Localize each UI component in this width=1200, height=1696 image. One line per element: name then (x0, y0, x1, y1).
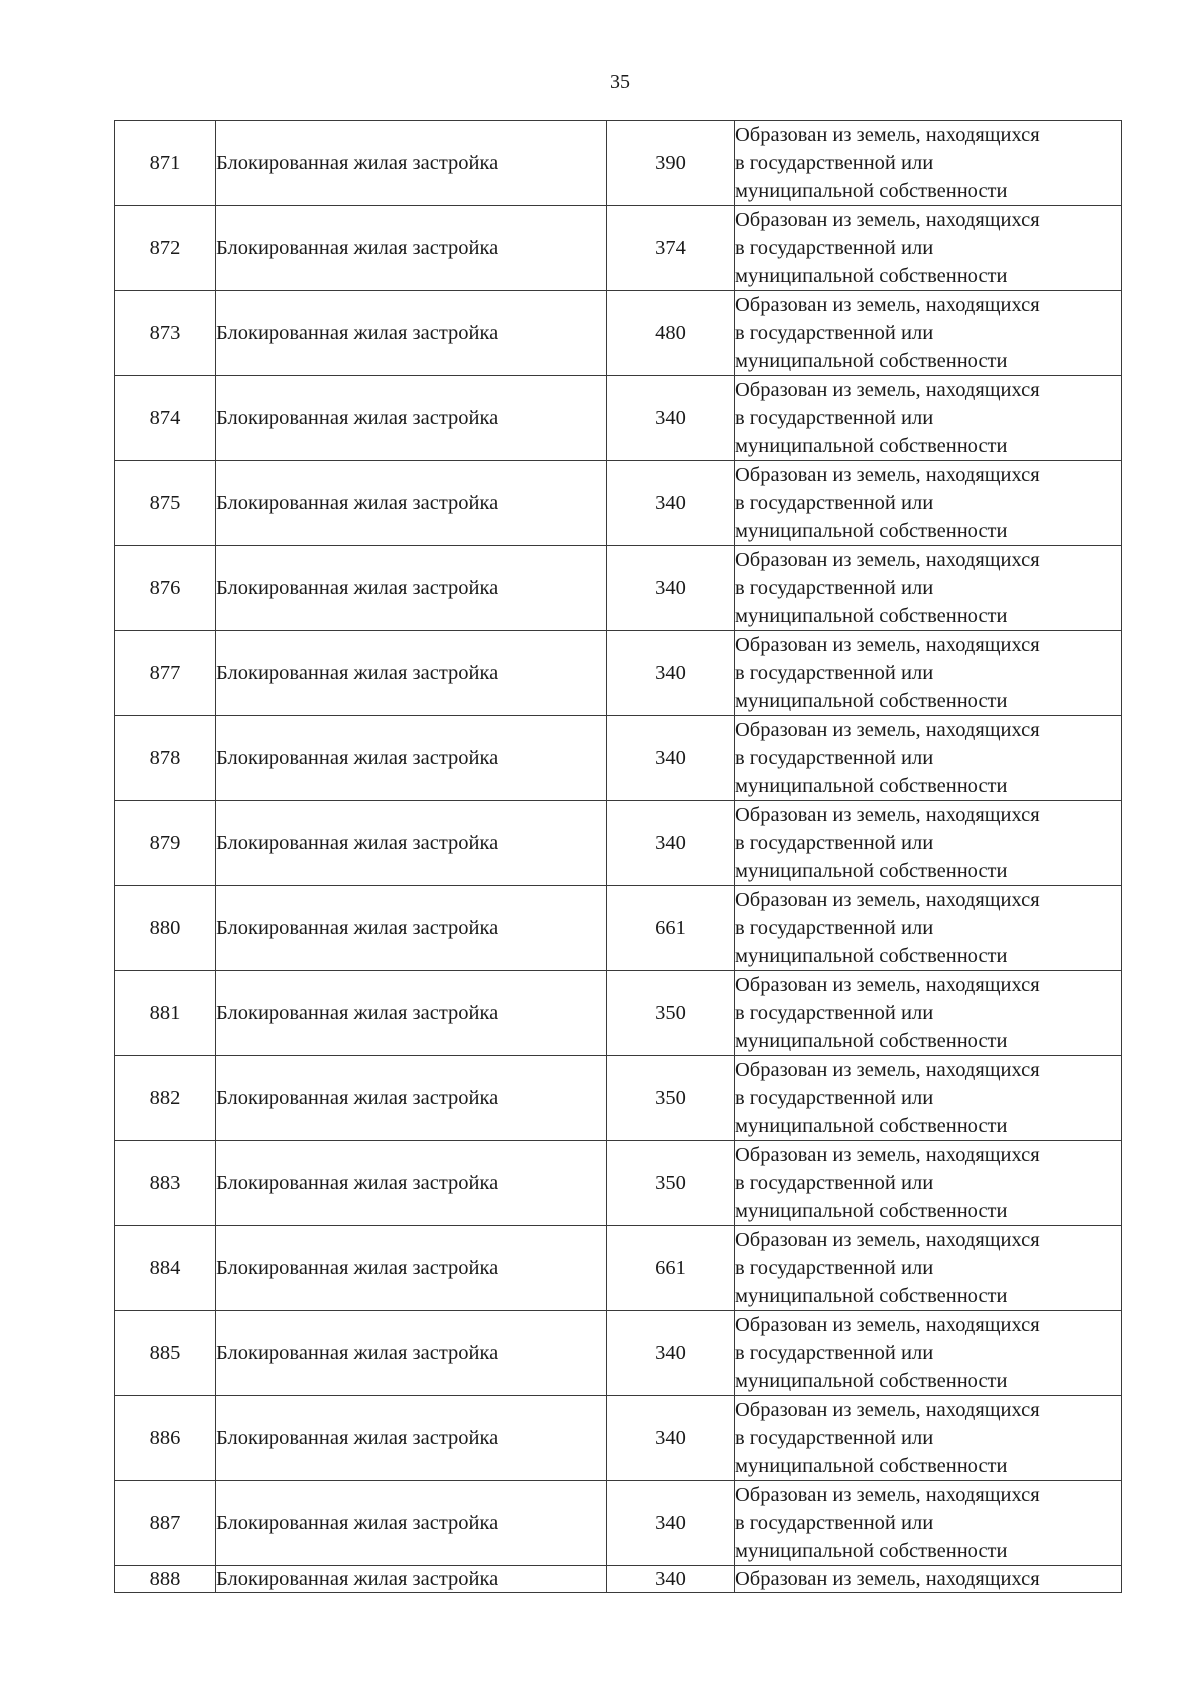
formation-note-cell (735, 461, 1122, 546)
formation-note-line: в государственной или (735, 832, 934, 854)
permitted-use-cell: Блокированная жилая застройка (216, 546, 607, 631)
formation-note-line: муниципальной собственности (735, 350, 1008, 372)
formation-note-cell (735, 716, 1122, 801)
plot-number-cell: 877 (115, 631, 216, 716)
formation-note-line: муниципальной собственности (735, 690, 1008, 712)
formation-note-cell (735, 886, 1122, 971)
formation-note-line: в государственной или (735, 917, 934, 939)
plot-number-cell: 876 (115, 546, 216, 631)
formation-note-line: муниципальной собственности (735, 1115, 1008, 1137)
table-row (115, 631, 1122, 716)
plot-number-cell: 883 (115, 1141, 216, 1226)
table-row (115, 1566, 1122, 1593)
formation-note-cell (735, 631, 1122, 716)
area-cell: 340 (607, 1481, 735, 1566)
table-row (115, 971, 1122, 1056)
formation-note-line: Образован из земель, находящихся (735, 1229, 1040, 1251)
area-cell: 340 (607, 1396, 735, 1481)
formation-note-line: муниципальной собственности (735, 435, 1008, 457)
table-row (115, 206, 1122, 291)
formation-note-cell (735, 1056, 1122, 1141)
table-row (115, 1056, 1122, 1141)
formation-note-line: муниципальной собственности (735, 1455, 1008, 1477)
formation-note-cell (735, 1481, 1122, 1566)
formation-note-line: муниципальной собственности (735, 1285, 1008, 1307)
permitted-use-cell: Блокированная жилая застройка (216, 1311, 607, 1396)
table-body (115, 121, 1122, 1593)
formation-note-line: Образован из земель, находящихся (735, 464, 1040, 486)
formation-note-line: Образован из земель, находящихся (735, 549, 1040, 571)
area-cell: 374 (607, 206, 735, 291)
formation-note-line: в государственной или (735, 1002, 934, 1024)
formation-note-line: муниципальной собственности (735, 860, 1008, 882)
permitted-use-cell: Блокированная жилая застройка (216, 206, 607, 291)
table-row (115, 716, 1122, 801)
formation-note-line: муниципальной собственности (735, 605, 1008, 627)
formation-note-line: Образован из земель, находящихся (735, 1059, 1040, 1081)
area-cell: 340 (607, 631, 735, 716)
formation-note-line: муниципальной собственности (735, 945, 1008, 967)
table-row (115, 1226, 1122, 1311)
formation-note-line: муниципальной собственности (735, 265, 1008, 287)
formation-note-cell (735, 291, 1122, 376)
area-cell: 350 (607, 1056, 735, 1141)
table-row (115, 1396, 1122, 1481)
formation-note-line: в государственной или (735, 1342, 934, 1364)
formation-note-line: в государственной или (735, 407, 934, 429)
formation-note-line: Образован из земель, находящихся (735, 719, 1040, 741)
plot-number-cell: 871 (115, 121, 216, 206)
table-row (115, 1481, 1122, 1566)
permitted-use-cell: Блокированная жилая застройка (216, 461, 607, 546)
formation-note-line: в государственной или (735, 1427, 934, 1449)
formation-note-line: муниципальной собственности (735, 180, 1008, 202)
formation-note-line: Образован из земель, находящихся (735, 1484, 1040, 1506)
formation-note-line: Образован из земель, находящихся (735, 294, 1040, 316)
area-cell: 340 (607, 1566, 735, 1593)
plot-number-cell: 879 (115, 801, 216, 886)
formation-note-line: в государственной или (735, 1257, 934, 1279)
permitted-use-cell: Блокированная жилая застройка (216, 631, 607, 716)
formation-note-line: Образован из земель, находящихся (735, 1399, 1040, 1421)
permitted-use-cell: Блокированная жилая застройка (216, 1226, 607, 1311)
formation-note-cell (735, 1566, 1122, 1593)
permitted-use-cell: Блокированная жилая застройка (216, 886, 607, 971)
formation-note-line: муниципальной собственности (735, 1370, 1008, 1392)
formation-note-line: в государственной или (735, 1512, 934, 1534)
area-cell: 340 (607, 546, 735, 631)
area-cell: 340 (607, 716, 735, 801)
plot-number-cell: 882 (115, 1056, 216, 1141)
plot-number-cell: 873 (115, 291, 216, 376)
formation-note-cell (735, 1226, 1122, 1311)
area-cell: 350 (607, 1141, 735, 1226)
formation-note-line: Образован из земель, находящихся (735, 1144, 1040, 1166)
plot-number-cell: 886 (115, 1396, 216, 1481)
permitted-use-cell: Блокированная жилая застройка (216, 1396, 607, 1481)
area-cell: 340 (607, 461, 735, 546)
area-cell: 480 (607, 291, 735, 376)
table-row (115, 801, 1122, 886)
plot-number-cell: 888 (115, 1566, 216, 1593)
formation-note-cell (735, 121, 1122, 206)
page-number: 35 (610, 71, 630, 93)
formation-note-cell (735, 1396, 1122, 1481)
formation-note-line: муниципальной собственности (735, 775, 1008, 797)
table-row (115, 291, 1122, 376)
permitted-use-cell: Блокированная жилая застройка (216, 1141, 607, 1226)
formation-note-line: в государственной или (735, 577, 934, 599)
formation-note-line: Образован из земель, находящихся (735, 209, 1040, 231)
formation-note-line: Образован из земель, находящихся (735, 1314, 1040, 1336)
plot-number-cell: 875 (115, 461, 216, 546)
table-row (115, 376, 1122, 461)
permitted-use-cell: Блокированная жилая застройка (216, 121, 607, 206)
formation-note-line: в государственной или (735, 322, 934, 344)
formation-note-cell (735, 376, 1122, 461)
formation-note-cell (735, 206, 1122, 291)
plot-number-cell: 874 (115, 376, 216, 461)
area-cell: 390 (607, 121, 735, 206)
area-cell: 350 (607, 971, 735, 1056)
plot-number-cell: 884 (115, 1226, 216, 1311)
area-cell: 661 (607, 1226, 735, 1311)
formation-note-line: в государственной или (735, 662, 934, 684)
permitted-use-cell: Блокированная жилая застройка (216, 716, 607, 801)
table-row (115, 121, 1122, 206)
formation-note-line: муниципальной собственности (735, 520, 1008, 542)
formation-note-cell (735, 546, 1122, 631)
area-cell: 661 (607, 886, 735, 971)
formation-note-line: в государственной или (735, 1087, 934, 1109)
formation-note-line: Образован из земель, находящихся (735, 974, 1040, 996)
formation-note-line: в государственной или (735, 492, 934, 514)
formation-note-line: Образован из земель, находящихся (735, 1568, 1040, 1590)
formation-note-line: Образован из земель, находящихся (735, 634, 1040, 656)
permitted-use-cell: Блокированная жилая застройка (216, 291, 607, 376)
formation-note-line: Образован из земель, находящихся (735, 804, 1040, 826)
table-row (115, 546, 1122, 631)
formation-note-line: в государственной или (735, 152, 934, 174)
table-row (115, 1311, 1122, 1396)
formation-note-line: в государственной или (735, 237, 934, 259)
plot-number-cell: 881 (115, 971, 216, 1056)
plot-number-cell: 872 (115, 206, 216, 291)
plot-number-cell: 878 (115, 716, 216, 801)
permitted-use-cell: Блокированная жилая застройка (216, 1566, 607, 1593)
formation-note-line: Образован из земель, находящихся (735, 124, 1040, 146)
permitted-use-cell: Блокированная жилая застройка (216, 801, 607, 886)
formation-note-line: Образован из земель, находящихся (735, 889, 1040, 911)
formation-note-cell (735, 971, 1122, 1056)
table-row (115, 1141, 1122, 1226)
permitted-use-cell: Блокированная жилая застройка (216, 971, 607, 1056)
formation-note-line: в государственной или (735, 747, 934, 769)
plot-number-cell: 885 (115, 1311, 216, 1396)
permitted-use-cell: Блокированная жилая застройка (216, 1056, 607, 1141)
formation-note-line: Образован из земель, находящихся (735, 379, 1040, 401)
formation-note-line: в государственной или (735, 1172, 934, 1194)
formation-note-cell (735, 1141, 1122, 1226)
permitted-use-cell: Блокированная жилая застройка (216, 1481, 607, 1566)
plot-number-cell: 880 (115, 886, 216, 971)
table-row (115, 886, 1122, 971)
formation-note-line: муниципальной собственности (735, 1200, 1008, 1222)
permitted-use-cell: Блокированная жилая застройка (216, 376, 607, 461)
area-cell: 340 (607, 801, 735, 886)
area-cell: 340 (607, 1311, 735, 1396)
formation-note-line: муниципальной собственности (735, 1540, 1008, 1562)
land-plots-table (114, 120, 1122, 1593)
formation-note-cell (735, 1311, 1122, 1396)
table-row (115, 461, 1122, 546)
area-cell: 340 (607, 376, 735, 461)
plot-number-cell: 887 (115, 1481, 216, 1566)
formation-note-line: муниципальной собственности (735, 1030, 1008, 1052)
formation-note-cell (735, 801, 1122, 886)
